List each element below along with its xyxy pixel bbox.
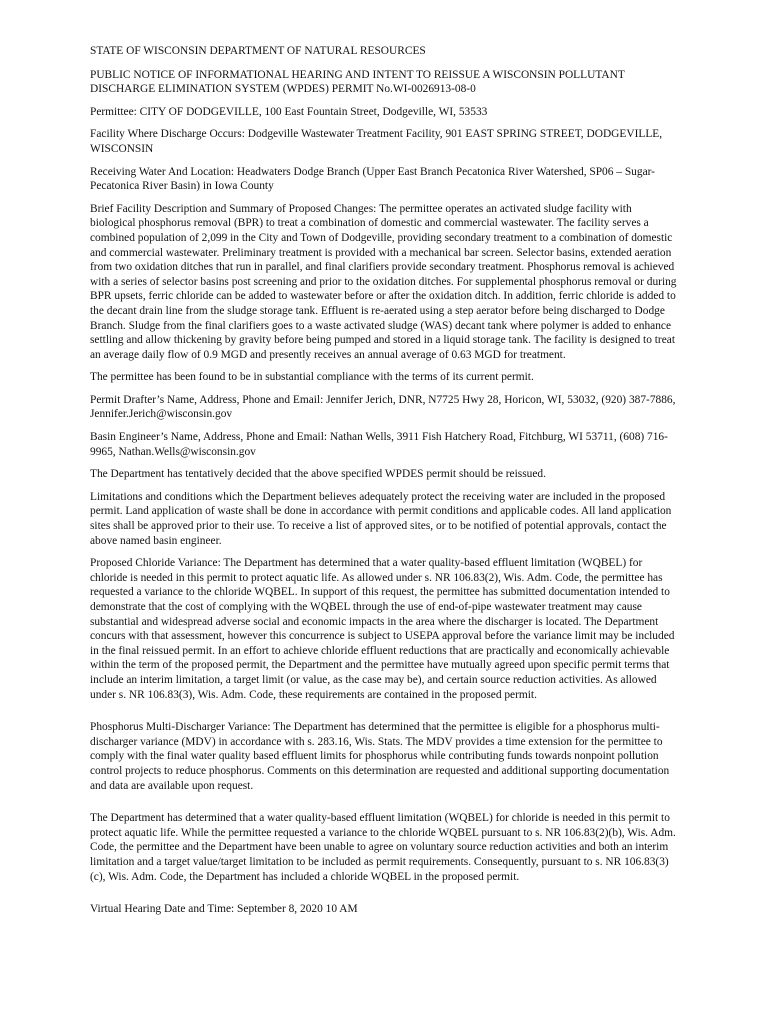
compliance-paragraph: The permittee has been found to be in substantial compliance with the terms of its current permit. — [90, 371, 534, 384]
permittee-paragraph: Permittee: CITY OF DODGEVILLE, 100 East Fountain Street, Dodgeville, WI, 53533 — [90, 105, 488, 118]
chloride-variance-paragraph: Proposed Chloride Variance: The Department has determined that a water quality-based effluent limitation (WQBEL) for chloride is needed in this permit to protect aquatic life. As allowed under s. NR 106.83(2), Wis. Adm. Code, the permittee has requested a variance to the chloride WQBEL. In support of this request, the permittee has submitted documentation intended to demonstrate that the cost of complying with the WQBEL through the use of end-of-pipe wastewater treatment may cause substantial and widespread adverse social and economic impacts in the area where the discharger is located. The Department concurs with that assessment, however this concurrence is subject to USEPA approval before the variance limit may be included in the final reissued permit. In an effort to achieve chloride effluent reductions that are practically and economically achievable within the term of the proposed permit, the Department and the permittee have mutually agreed upon specific permit terms that include an interim limitation, a target limit (or value, as the case may be), and certain source reduction activities. As allowed under s. NR 106.83(3), Wis. Adm. Code, these requirements are contained in the proposed permit. — [90, 557, 675, 701]
limitations-paragraph: Limitations and conditions which the Department believes adequately protect the receiving water are included in the proposed permit. Land application of waste shall be done in accordance with permit conditions and applicable codes. All land application sites shall be approved prior to their use. To receive a list of approved sites, or to be notified of potential approvals, contact the above named basin engineer. — [90, 490, 672, 547]
receiving-water-paragraph: Receiving Water And Location: Headwaters Dodge Branch (Upper East Branch Pecatonica River Watershed, SP06 – Sugar-Pecatonica River Basin) in Iowa County — [90, 165, 655, 193]
hearing-date-paragraph: Virtual Hearing Date and Time: September 8, 2020 10 AM — [90, 903, 358, 916]
agency-heading: STATE OF WISCONSIN DEPARTMENT OF NATURAL RESOURCES — [90, 45, 426, 57]
decision-paragraph: The Department has tentatively decided that the above specified WPDES permit should be reissued. — [90, 468, 546, 481]
facility-description-paragraph: Brief Facility Description and Summary of Proposed Changes: The permittee operates an activated sludge facility with biological phosphorus removal (BPR) to treat a combination of domestic and commercial wastewater. The facility serves a combined population of 2,099 in the City and Town of Dodgeville, providing secondary treatment to a combination of domestic and commercial wastewater. Preliminary treatment is provided with a mechanical bar screen. Selector basins, extended aeration from two oxidation ditches that run in parallel, and final clarifiers provide secondary treatment. Phosphorus removal is achieved with a series of selector basins post screening and prior to the oxidation ditches. For supplemental phosphorus removal or during BPR upsets, ferric chloride can be added to wastewater before or after the oxidation ditch. In addition, ferric chloride is added to the decant drain line from the sludge storage tank. Effluent is re-aerated using a step aerator before being discharged to Dodge Branch. Sludge from the final clarifiers goes to a waste activated sludge (WAS) decant tank where polymer is added to enhance settling and allow thickening by gravity before being pumped and stored in a liquid storage tank. The facility is designed to treat an average daily flow of 0.9 MGD and presently receives an annual average of 0.63 MGD for treatment. — [90, 202, 677, 361]
basin-engineer-paragraph: Basin Engineer’s Name, Address, Phone and Email: Nathan Wells, 3911 Fish Hatchery Road, Fitchburg, WI 53711, (608) 716-9965, Nathan.Wells@wisconsin.gov — [90, 431, 668, 458]
phosphorus-variance-paragraph: Phosphorus Multi-Discharger Variance: The Department has determined that the permittee is eligible for a phosphorus multi-discharger variance (MDV) in accordance with s. 283.16, Wis. Stats. The MDV provides a time extension for the permittee to comply with the final water quality based effluent limits for phosphorus while contributing funds towards nonpoint pollution control projects to reduce phosphorus. Comments on this determination are requested and additional supporting documentation and data are available upon request. — [90, 721, 670, 792]
permit-drafter-paragraph: Permit Drafter’s Name, Address, Phone and Email: Jennifer Jerich, DNR, N7725 Hwy 28, Horicon, WI, 53032, (920) 387-7886, Jennifer.Jerich@wisconsin.gov — [90, 393, 676, 421]
facility-paragraph: Facility Where Discharge Occurs: Dodgeville Wastewater Treatment Facility, 901 EAST SPRING STREET, DODGEVILLE, WISCONSIN — [90, 128, 663, 155]
chloride-wqbel-paragraph: The Department has determined that a water quality-based effluent limitation (WQBEL) for chloride is needed in this permit to protect aquatic life. While the permittee requested a variance to the chloride WQBEL pursuant to s. NR 106.83(2)(b), Wis. Adm. Code, the permittee and the Department have been unable to agree on voluntary source reduction activities and both an interim limitation and a target value/target limitation to be included as permit requirements. Consequently, pursuant to s. NR 106.83(3)(c), Wis. Adm. Code, the Department has included a chloride WQBEL in the proposed permit. — [90, 812, 676, 883]
notice-title: PUBLIC NOTICE OF INFORMATIONAL HEARING AND INTENT TO REISSUE A WISCONSIN POLLUTANT DISCHARGE ELIMINATION SYSTEM (WPDES) PERMIT No.WI-0026913-08-0 — [90, 68, 625, 96]
